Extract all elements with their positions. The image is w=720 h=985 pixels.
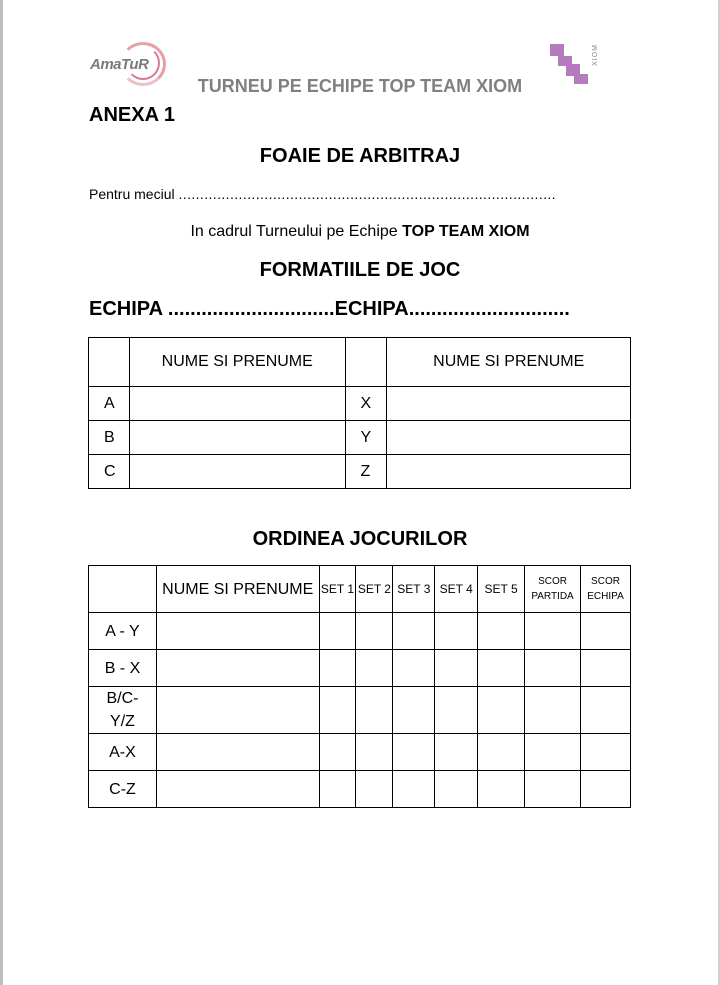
sheet-title: FOAIE DE ARBITRAJ	[259, 145, 461, 167]
set-score-field[interactable]	[356, 687, 393, 734]
set-score-field[interactable]	[319, 687, 356, 734]
games-title: ORDINEA JOCURILOR	[252, 528, 468, 550]
set-3-header: SET 3	[393, 566, 435, 613]
table-cell	[89, 338, 130, 387]
annex-label: ANEXA 1	[89, 104, 175, 126]
tournament-name: TOP TEAM XIOM	[402, 223, 530, 240]
set-score-field[interactable]	[478, 734, 525, 771]
set-score-field[interactable]	[478, 771, 525, 808]
match-score-field[interactable]	[525, 734, 581, 771]
game-pair-label: B/C-Y/Z	[89, 687, 157, 734]
set-1-header: SET 1	[319, 566, 356, 613]
player-slot-right: Z	[345, 455, 387, 489]
header-title: TURNEU PE ECHIPE TOP TEAM XIOM	[197, 76, 523, 96]
player-slot-left: B	[89, 421, 130, 455]
game-pair-label: C-Z	[89, 771, 157, 808]
table-cell	[89, 566, 157, 613]
game-name-field[interactable]	[156, 613, 319, 650]
set-5-header: SET 5	[478, 566, 525, 613]
player-name-field[interactable]	[387, 421, 631, 455]
match-label: Pentru meciul	[89, 186, 175, 202]
set-2-header: SET 2	[356, 566, 393, 613]
set-score-field[interactable]	[435, 734, 478, 771]
team-score-field[interactable]	[581, 687, 631, 734]
games-header-row	[89, 566, 631, 613]
game-name-field[interactable]	[156, 771, 319, 808]
table-row	[89, 771, 631, 808]
player-name-field[interactable]	[129, 421, 345, 455]
game-pair-label: A-X	[89, 734, 157, 771]
game-name-field[interactable]	[156, 650, 319, 687]
name-header-right: NUME SI PRENUME	[387, 338, 631, 387]
formations-table	[88, 337, 631, 489]
logo-block	[550, 44, 564, 56]
set-score-field[interactable]	[393, 650, 435, 687]
set-score-field[interactable]	[393, 613, 435, 650]
table-cell	[345, 338, 387, 387]
set-score-field[interactable]	[319, 650, 356, 687]
set-score-field[interactable]	[478, 650, 525, 687]
table-row	[89, 687, 631, 734]
match-score-field[interactable]	[525, 613, 581, 650]
set-score-field[interactable]	[319, 613, 356, 650]
team-dots-2: .............................	[408, 298, 570, 320]
player-name-field[interactable]	[129, 387, 345, 421]
match-dots: ........................................................................................	[178, 186, 556, 202]
player-name-field[interactable]	[387, 387, 631, 421]
table-row	[89, 387, 631, 421]
games-name-header: NUME SI PRENUME	[156, 566, 319, 613]
set-4-header: SET 4	[435, 566, 478, 613]
score-match-header: SCOR PARTIDA	[525, 566, 581, 613]
team-score-field[interactable]	[581, 734, 631, 771]
set-score-field[interactable]	[319, 771, 356, 808]
player-slot-right: X	[345, 387, 387, 421]
set-score-field[interactable]	[393, 771, 435, 808]
team-label-1: ECHIPA	[89, 298, 163, 320]
player-slot-right: Y	[345, 421, 387, 455]
player-name-field[interactable]	[387, 455, 631, 489]
table-row	[89, 734, 631, 771]
team-score-field[interactable]	[581, 650, 631, 687]
team-dots-1: ..............................	[167, 298, 335, 320]
team-score-field[interactable]	[581, 771, 631, 808]
set-score-field[interactable]	[393, 687, 435, 734]
set-score-field[interactable]	[435, 650, 478, 687]
formations-header-row	[89, 338, 631, 387]
game-name-field[interactable]	[156, 687, 319, 734]
logo-vertical-text: XIOM	[592, 44, 599, 66]
player-slot-left: A	[89, 387, 130, 421]
table-row	[89, 455, 631, 489]
set-score-field[interactable]	[356, 613, 393, 650]
game-pair-label: A - Y	[89, 613, 157, 650]
game-pair-label: B - X	[89, 650, 157, 687]
match-score-field[interactable]	[525, 650, 581, 687]
name-header-left: NUME SI PRENUME	[129, 338, 345, 387]
player-name-field[interactable]	[129, 455, 345, 489]
formations-title: FORMATIILE DE JOC	[259, 259, 461, 281]
amatur-logo-text: AmaTuR	[90, 56, 149, 73]
score-team-header: SCOR ECHIPA	[581, 566, 631, 613]
set-score-field[interactable]	[435, 687, 478, 734]
tournament-line	[0, 223, 720, 241]
set-score-field[interactable]	[356, 734, 393, 771]
set-score-field[interactable]	[435, 613, 478, 650]
tournament-prefix: In cadrul Turneului pe Echipe	[190, 223, 398, 240]
match-score-field[interactable]	[525, 771, 581, 808]
set-score-field[interactable]	[435, 771, 478, 808]
team-label-2: ECHIPA	[334, 298, 409, 320]
set-score-field[interactable]	[393, 734, 435, 771]
set-score-field[interactable]	[356, 650, 393, 687]
table-row	[89, 421, 631, 455]
team-score-field[interactable]	[581, 613, 631, 650]
match-line	[89, 186, 556, 202]
teams-line	[89, 298, 570, 321]
game-name-field[interactable]	[156, 734, 319, 771]
set-score-field[interactable]	[356, 771, 393, 808]
set-score-field[interactable]	[478, 613, 525, 650]
player-slot-left: C	[89, 455, 130, 489]
table-row	[89, 650, 631, 687]
table-row	[89, 613, 631, 650]
set-score-field[interactable]	[478, 687, 525, 734]
games-order-table	[88, 565, 631, 808]
match-score-field[interactable]	[525, 687, 581, 734]
set-score-field[interactable]	[319, 734, 356, 771]
